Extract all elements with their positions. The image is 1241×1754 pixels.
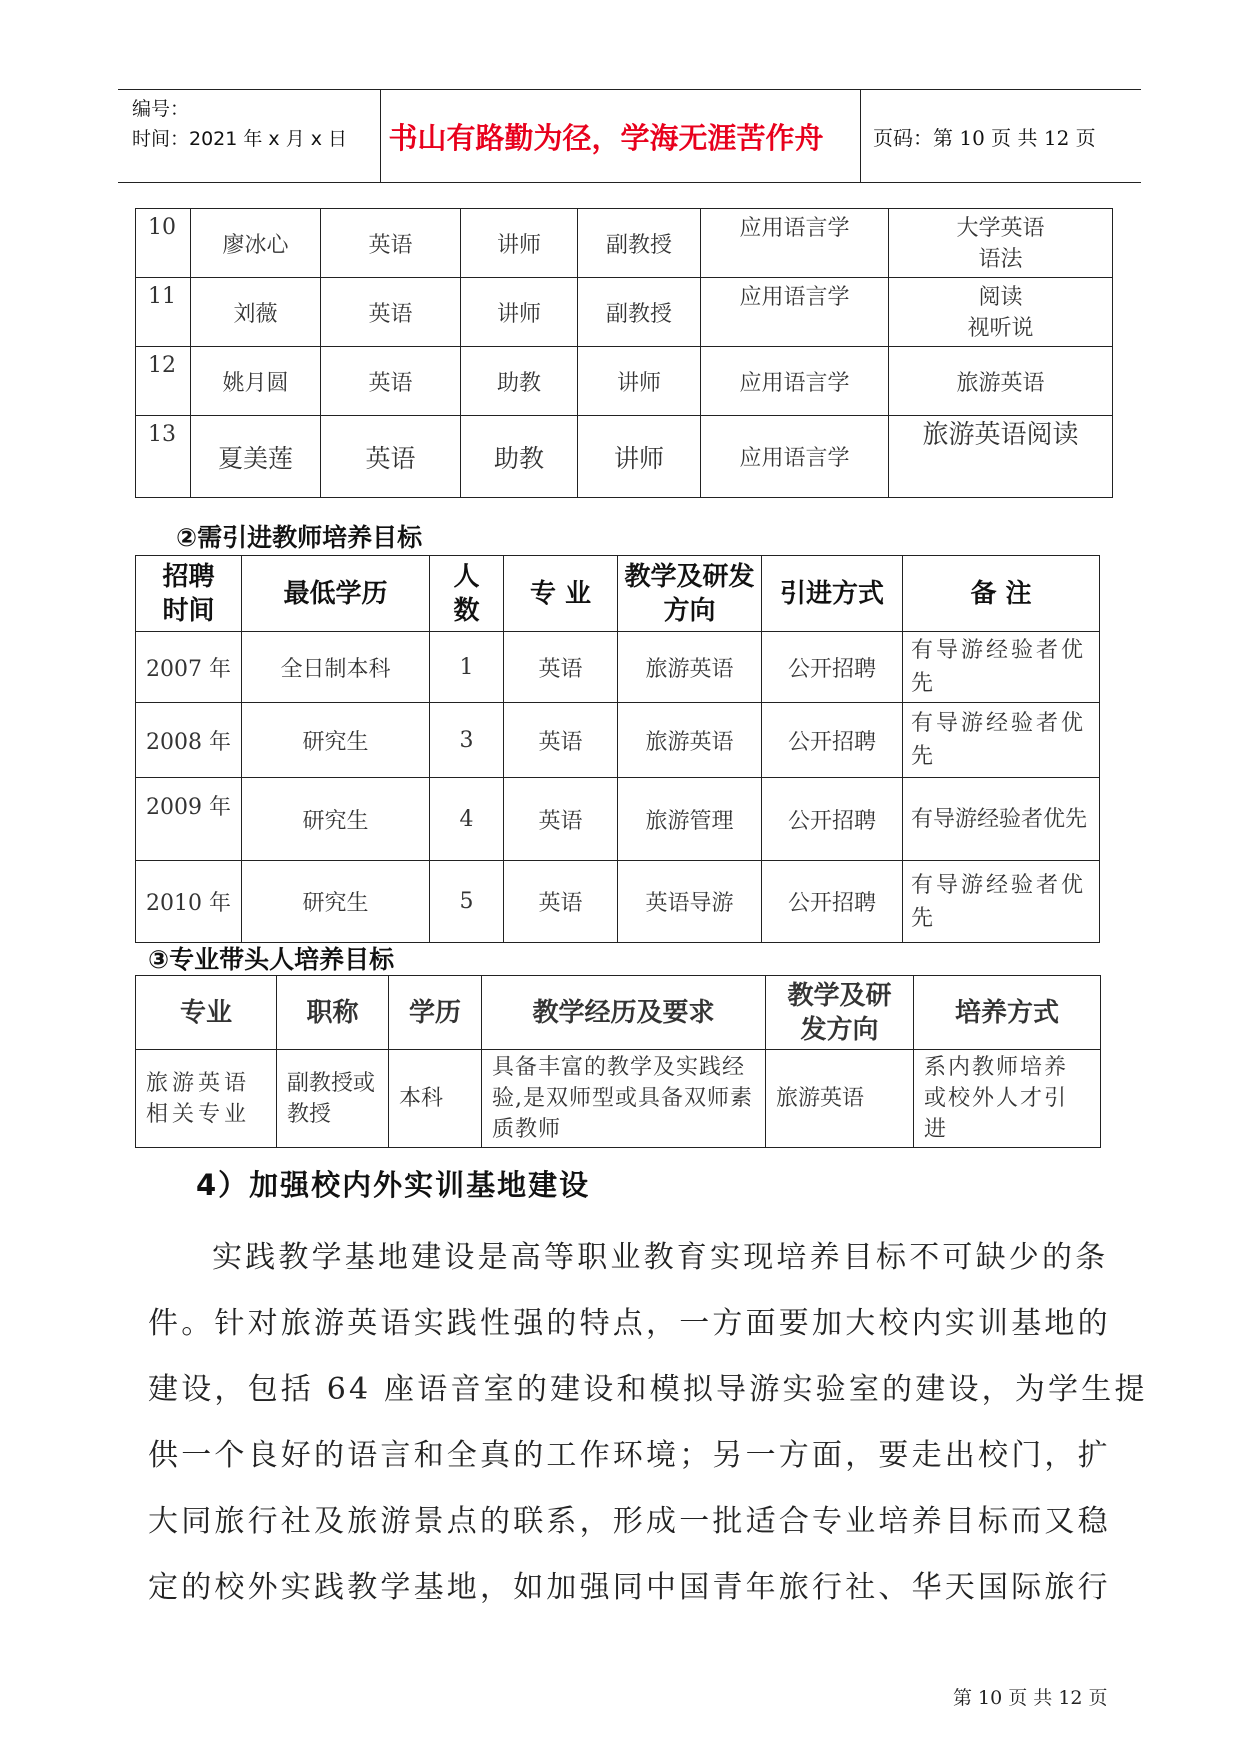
paragraph-line: 供一个良好的语言和全真的工作环境；另一方面，要走出校门，扩 (148, 1438, 1111, 1473)
count: 1 (430, 632, 504, 703)
header-motto: 书山有路勤为径，学海无涯苦作舟 (388, 120, 824, 155)
header-page-number: 页码：第 10 页 共 12 页 (873, 125, 1096, 150)
page-footer: 第 10 页 共 12 页 (953, 1687, 1108, 1709)
current-title: 讲师 (461, 209, 578, 278)
title: 副教授或教授 (277, 1050, 389, 1148)
method: 公开招聘 (762, 861, 903, 943)
major: 英语 (504, 861, 618, 943)
research-field: 应用语言学 (701, 416, 889, 498)
section-title: ③专业带头人培养目标 (148, 945, 395, 974)
table-row (136, 209, 1113, 278)
teacher-name: 夏美莲 (191, 416, 321, 498)
header-note: 备 注 (903, 556, 1100, 632)
direction: 旅游英语 (618, 703, 762, 778)
header-line: 人 (453, 561, 480, 592)
header-education: 最低学历 (242, 556, 430, 632)
table-header-row (136, 976, 1101, 1050)
course (889, 278, 1113, 347)
header-major: 专业 (136, 976, 277, 1050)
header-time (136, 556, 242, 632)
paragraph-line: 件。针对旅游英语实践性强的特点，一方面要加大校内实训基地的 (148, 1306, 1111, 1341)
research-field: 应用语言学 (701, 209, 889, 278)
major: 英语 (504, 778, 618, 861)
year: 2008 年 (136, 703, 242, 778)
major: 英语 (504, 632, 618, 703)
paragraph-line: 建设，包括 64 座语音室的建设和模拟导游实验室的建设，为学生提 (148, 1372, 1148, 1407)
teacher-subject: 英语 (321, 209, 461, 278)
note: 有导游经验者优先 (903, 632, 1100, 703)
course: 旅游英语 (889, 347, 1113, 416)
header-count (430, 556, 504, 632)
teacher-name: 廖冰心 (191, 209, 321, 278)
education: 研究生 (242, 778, 430, 861)
table-row (136, 347, 1113, 416)
experience: 具备丰富的教学及实践经验,是双师型或具备双师素质教师 (482, 1050, 766, 1148)
method: 公开招聘 (762, 703, 903, 778)
header-experience: 教学经历及要求 (482, 976, 766, 1050)
paragraph-line: 大同旅行社及旅游景点的联系，形成一批适合专业培养目标而又稳 (148, 1504, 1111, 1539)
note: 有导游经验者优先 (903, 778, 1100, 861)
direction: 旅游英语 (766, 1050, 914, 1148)
teacher-subject: 英语 (321, 347, 461, 416)
count: 5 (430, 861, 504, 943)
course-line: 视听说 (967, 316, 1034, 341)
row-number: 11 (136, 278, 191, 347)
year: 2007 年 (136, 632, 242, 703)
table-row (136, 632, 1100, 703)
teacher-name: 姚月圆 (191, 347, 321, 416)
course (889, 209, 1113, 278)
table-header-row (136, 556, 1100, 632)
target-title: 副教授 (578, 209, 701, 278)
header-line: 教学及研 (787, 980, 892, 1011)
subheading: 4）加强校内外实训基地建设 (196, 1168, 591, 1202)
research-field: 应用语言学 (701, 278, 889, 347)
major: 旅游英语相关专业 (136, 1050, 277, 1148)
body-paragraph (148, 1225, 1148, 1621)
year: 2010 年 (136, 861, 242, 943)
document-time-label: 时间：2021 年 x 月 x 日 (132, 128, 348, 150)
teacher-subject: 英语 (321, 278, 461, 347)
note: 有导游经验者优先 (903, 861, 1100, 943)
row-number: 10 (136, 209, 191, 278)
page-header (118, 89, 1141, 183)
course: 旅游英语阅读 (889, 416, 1113, 498)
header-line: 招聘 (162, 561, 215, 592)
header-meta (132, 94, 347, 154)
header-method: 引进方式 (762, 556, 903, 632)
paragraph-line: 定的校外实践教学基地，如加强同中国青年旅行社、华天国际旅行 (148, 1570, 1111, 1605)
count: 3 (430, 703, 504, 778)
header-line: 教学及研发 (624, 561, 755, 592)
method: 公开招聘 (762, 778, 903, 861)
table-row (136, 278, 1113, 347)
section-title: ②需引进教师培养目标 (176, 523, 423, 552)
table-row (136, 1050, 1101, 1148)
header-line: 方向 (663, 595, 716, 626)
paragraph-line: 实践教学基地建设是高等职业教育实现培养目标不可缺少的条 (212, 1240, 1109, 1275)
teacher-training-table (135, 208, 1113, 498)
header-divider (860, 90, 861, 182)
training-way: 系内教师培养或校外人才引进 (914, 1050, 1101, 1148)
header-direction (766, 976, 914, 1050)
research-field: 应用语言学 (701, 347, 889, 416)
note: 有导游经验者优先 (903, 703, 1100, 778)
education: 全日制本科 (242, 632, 430, 703)
recruitment-table (135, 555, 1100, 943)
table-row (136, 703, 1100, 778)
course-line: 语法 (978, 247, 1023, 272)
header-line: 时间 (162, 595, 215, 626)
current-title: 助教 (461, 347, 578, 416)
header-title: 职称 (277, 976, 389, 1050)
table-row (136, 861, 1100, 943)
header-direction (618, 556, 762, 632)
course-line: 大学英语 (956, 216, 1045, 241)
table-row (136, 778, 1100, 861)
direction: 旅游管理 (618, 778, 762, 861)
target-title: 讲师 (578, 347, 701, 416)
major: 英语 (504, 703, 618, 778)
current-title: 助教 (461, 416, 578, 498)
target-title: 副教授 (578, 278, 701, 347)
teacher-subject: 英语 (321, 416, 461, 498)
count: 4 (430, 778, 504, 861)
table-row (136, 416, 1113, 498)
method: 公开招聘 (762, 632, 903, 703)
header-way: 培养方式 (914, 976, 1101, 1050)
education: 研究生 (242, 861, 430, 943)
header-line: 发方向 (800, 1014, 879, 1045)
direction: 英语导游 (618, 861, 762, 943)
education: 研究生 (242, 703, 430, 778)
header-education: 学历 (389, 976, 482, 1050)
current-title: 讲师 (461, 278, 578, 347)
row-number: 12 (136, 347, 191, 416)
year: 2009 年 (136, 778, 242, 861)
direction: 旅游英语 (618, 632, 762, 703)
target-title: 讲师 (578, 416, 701, 498)
leader-training-table (135, 975, 1101, 1148)
row-number: 13 (136, 416, 191, 498)
course-line: 阅读 (978, 285, 1023, 310)
education: 本科 (389, 1050, 482, 1148)
header-major: 专 业 (504, 556, 618, 632)
document-number-label: 编号： (132, 98, 190, 120)
header-line: 数 (453, 595, 480, 626)
teacher-name: 刘薇 (191, 278, 321, 347)
